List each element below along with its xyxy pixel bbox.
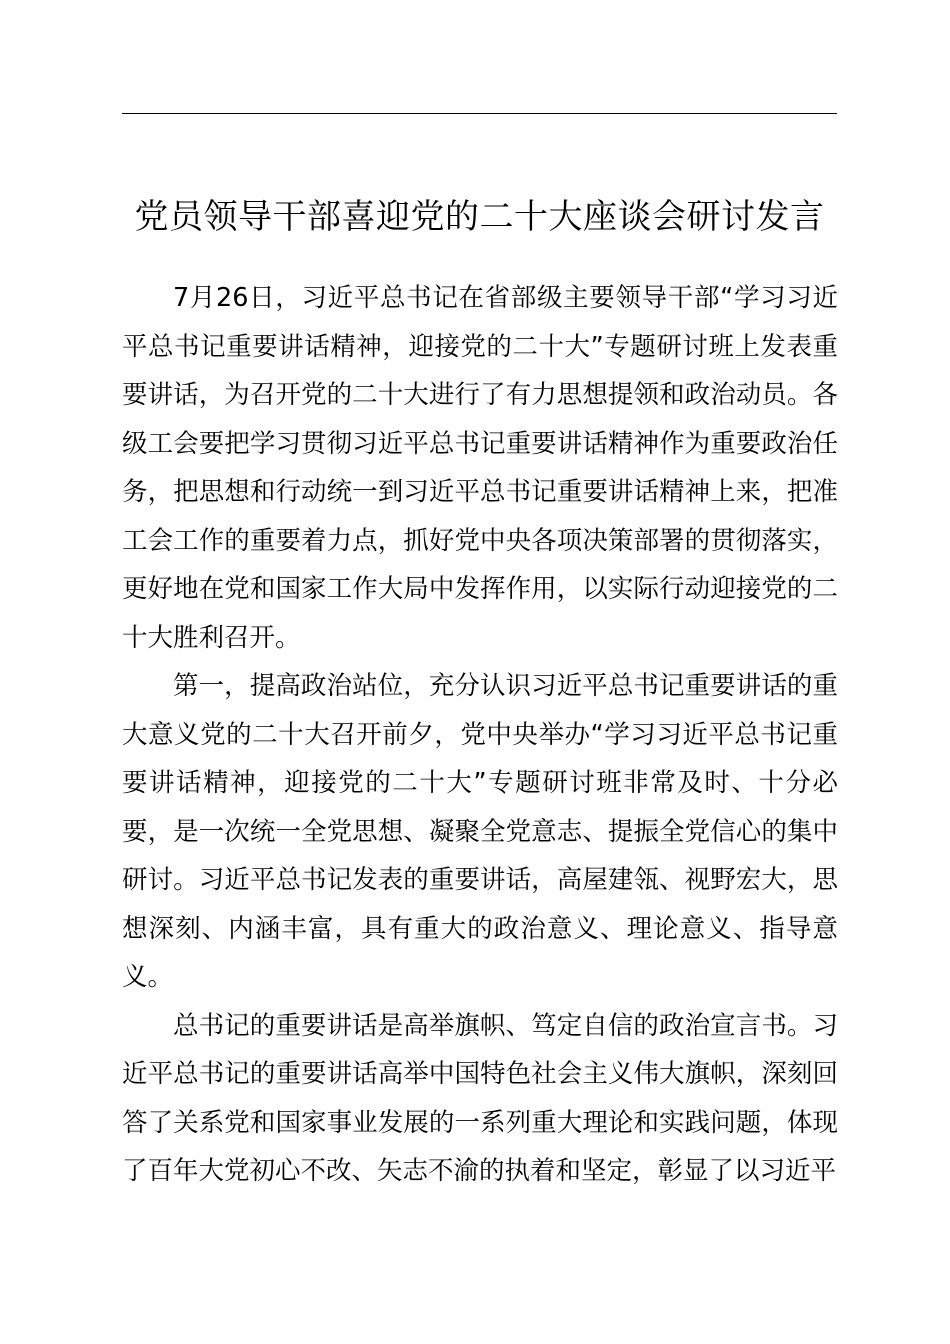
- paragraph-3: 总书记的重要讲话是高举旗帜、笃定自信的政治宣言书。习近平总书记的重要讲话高举中国特色社会主义伟大旗帜，深刻回答了关系党和国家事业发展的一系列重大理论和实践问题，体现了百年大党初心不改、矢志不渝的执着和坚定，彰显了以习近平: [122, 1010, 838, 1186]
- document-body: [122, 274, 838, 1196]
- paragraph-2: 第一，提高政治站位，充分认识习近平总书记重要讲话的重大意义党的二十大召开前夕，党中央举办“学习习近平总书记重要讲话精神，迎接党的二十大”专题研讨班非常及时、十分必要，是一次统一全党思想、凝聚全党意志、提振全党信心的集中研讨。习近平总书记发表的重要讲话，高屋建瓴、视野宏大，思想深刻、内涵丰富，具有重大的政治意义、理论意义、指导意义。: [122, 671, 838, 992]
- paragraph-1: 7月26日，习近平总书记在省部级主要领导干部“学习习近平总书记重要讲话精神，迎接党的二十大”专题研讨班上发表重要讲话，为召开党的二十大进行了有力思想提领和政治动员。各级工会要把学习贯彻习近平总书记重要讲话精神作为重要政治任务，把思想和行动统一到习近平总书记重要讲话精神上来，把准工会工作的重要着力点，抓好党中央各项决策部署的贯彻落实，更好地在党和国家工作大局中发挥作用，以实际行动迎接党的二十大胜利召开。: [122, 283, 838, 653]
- document-title: 党员领导干部喜迎党的二十大座谈会研讨发言: [134, 196, 825, 237]
- header-rule: [122, 113, 837, 114]
